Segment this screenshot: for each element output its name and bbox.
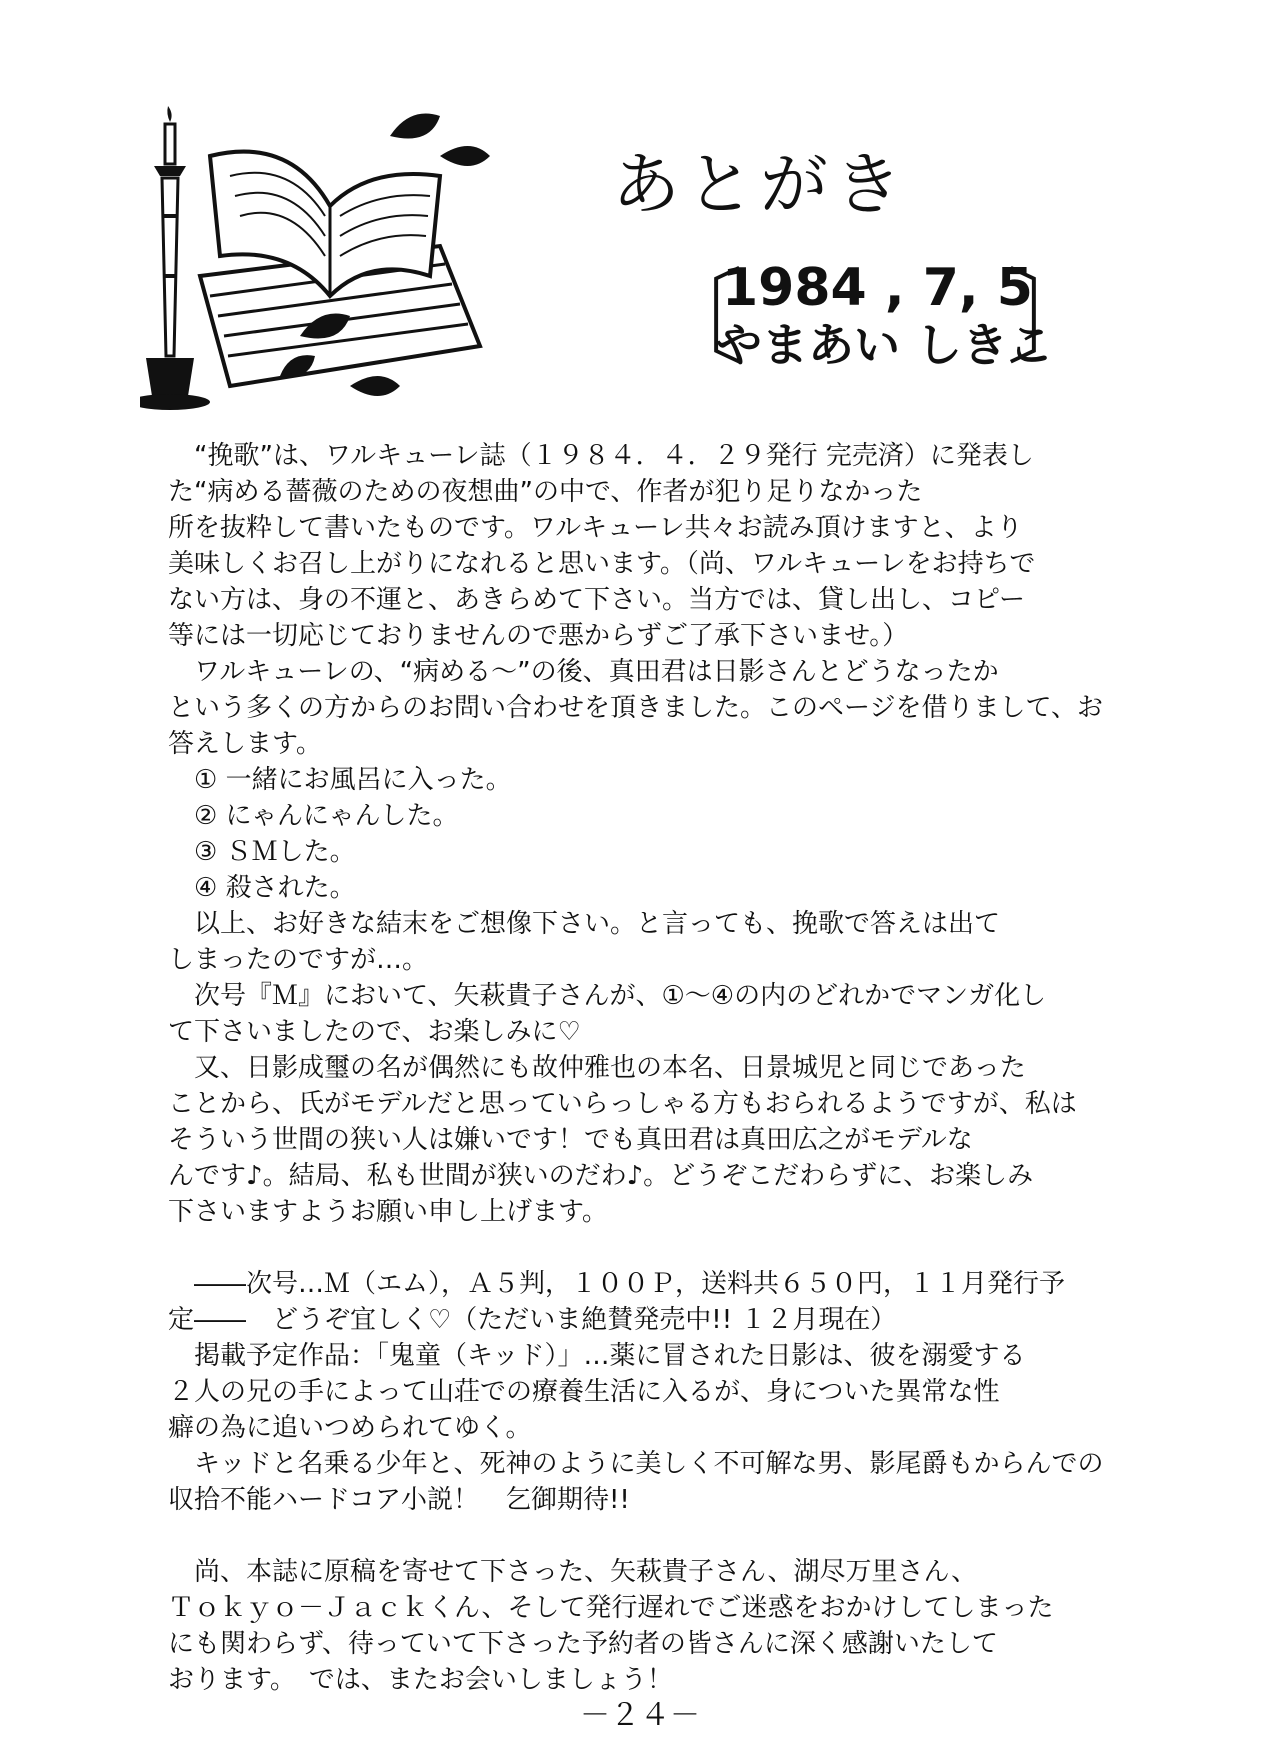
paragraph (168, 1266, 1128, 1518)
book-candle-illustration (140, 96, 500, 414)
text-line: 答えします。 (168, 729, 322, 759)
text-line: ことから、氏がモデルだと思っていらっしゃる方もおられるようですが、私は (168, 1089, 1077, 1119)
text-line: 癖の為に追いつめられてゆく。 (168, 1413, 532, 1443)
text-line: 尚、本誌に原稿を寄せて下さった、矢萩貴子さん、湖尽万里さん、 (168, 1557, 978, 1587)
text-line: ② にゃんにゃんした。 (168, 801, 459, 831)
text-line: Ｔｏｋｙｏ－Ｊａｃｋくん、そして発行遅れでご迷惑をおかけしてしまった (168, 1593, 1054, 1623)
text-line: しまったのですが…。 (168, 945, 429, 975)
text-line: ① 一緒にお風呂に入った。 (168, 765, 512, 795)
text-line: 定―― どうぞ宜しく♡（ただいま絶賛発売中!! １２月現在） (168, 1305, 897, 1335)
text-line: キッドと名乗る少年と、死神のように美しく不可解な男、影尾爵もからんでの (168, 1449, 1104, 1479)
paragraph (168, 438, 1128, 1230)
text-line: おります。 では、またお会いしましょう！ (168, 1665, 673, 1695)
paragraph-gap (168, 1518, 1128, 1554)
page-title: あとがき (612, 146, 909, 225)
text-line: 所を抜粋して書いたものです。ワルキューレ共々お読み頂けますと、より (168, 513, 1023, 543)
paragraph-gap (168, 1230, 1128, 1266)
date-author-block (640, 257, 1110, 379)
text-line: た“病める薔薇のための夜想曲”の中で、作者が犯り足りなかった (168, 477, 923, 507)
text-line: 次号『Ｍ』において、矢萩貴子さんが、①～④の内のどれかでマンガ化し (168, 981, 1047, 1011)
text-line: 美味しくお召し上がりになれると思います。（尚、ワルキューレをお持ちで (168, 549, 1036, 579)
text-line: にも関わらず、待っていて下さった予約者の皆さんに深く感謝いたして (168, 1629, 998, 1659)
paragraph (168, 1554, 1128, 1698)
text-line: んです♪。結局、私も世間が狭いのだわ♪。どうぞこだわらずに、お楽しみ (168, 1161, 1034, 1191)
text-line: という多くの方からのお問い合わせを頂きました。このページを借りまして、お (168, 693, 1103, 723)
text-line: “挽歌”は、ワルキューレ誌（１９８４．４．２９発行 完売済）に発表し (168, 441, 1034, 471)
left-bracket: 〔 (640, 257, 745, 379)
text-line: 下さいますようお願い申し上げます。 (168, 1197, 608, 1227)
text-line: 収拾不能ハードコア小説！ 乞御期待!! (168, 1485, 630, 1515)
text-line: 又、日影成璽の名が偶然にも故仲雅也の本名、日景城児と同じであった (168, 1053, 1026, 1083)
afterword-body (168, 438, 1128, 1698)
text-line: ――次号…Ｍ（エム），Ａ５判，１００Ｐ，送料共６５０円，１１月発行予 (168, 1269, 1066, 1299)
text-line: ワルキューレの、“病める～”の後、真田君は日影さんとどうなったか (168, 657, 999, 687)
text-line: 等には一切応じておりませんので悪からずご了承下さいませ。） (168, 621, 909, 651)
text-line: ③ ＳＭした。 (168, 837, 356, 867)
author-name: やまあい しきこ (716, 318, 1055, 372)
text-line: そういう世間の狭い人は嫌いです！でも真田君は真田広之がモデルな (168, 1125, 973, 1155)
text-line: 掲載予定作品：「鬼童（キッド）」…薬に冒された日影は、彼を溺愛する (168, 1341, 1026, 1371)
page-number: －２４－ (580, 1698, 700, 1733)
right-bracket: 〕 (1005, 257, 1110, 379)
text-line: ない方は、身の不運と、あきらめて下さい。当方では、貸し出し、コピー (168, 585, 1025, 615)
text-line: 以上、お好きな結末をご想像下さい。と言っても、挽歌で答えは出て (168, 909, 1001, 939)
text-line: ２人の兄の手によって山荘での療養生活に入るが、身についた異常な性 (168, 1377, 1000, 1407)
date-text: 1984 , 7, 5 (722, 258, 1033, 318)
text-line: て下さいましたので、お楽しみに♡ (168, 1017, 581, 1047)
text-line: ④ 殺された。 (168, 873, 356, 903)
